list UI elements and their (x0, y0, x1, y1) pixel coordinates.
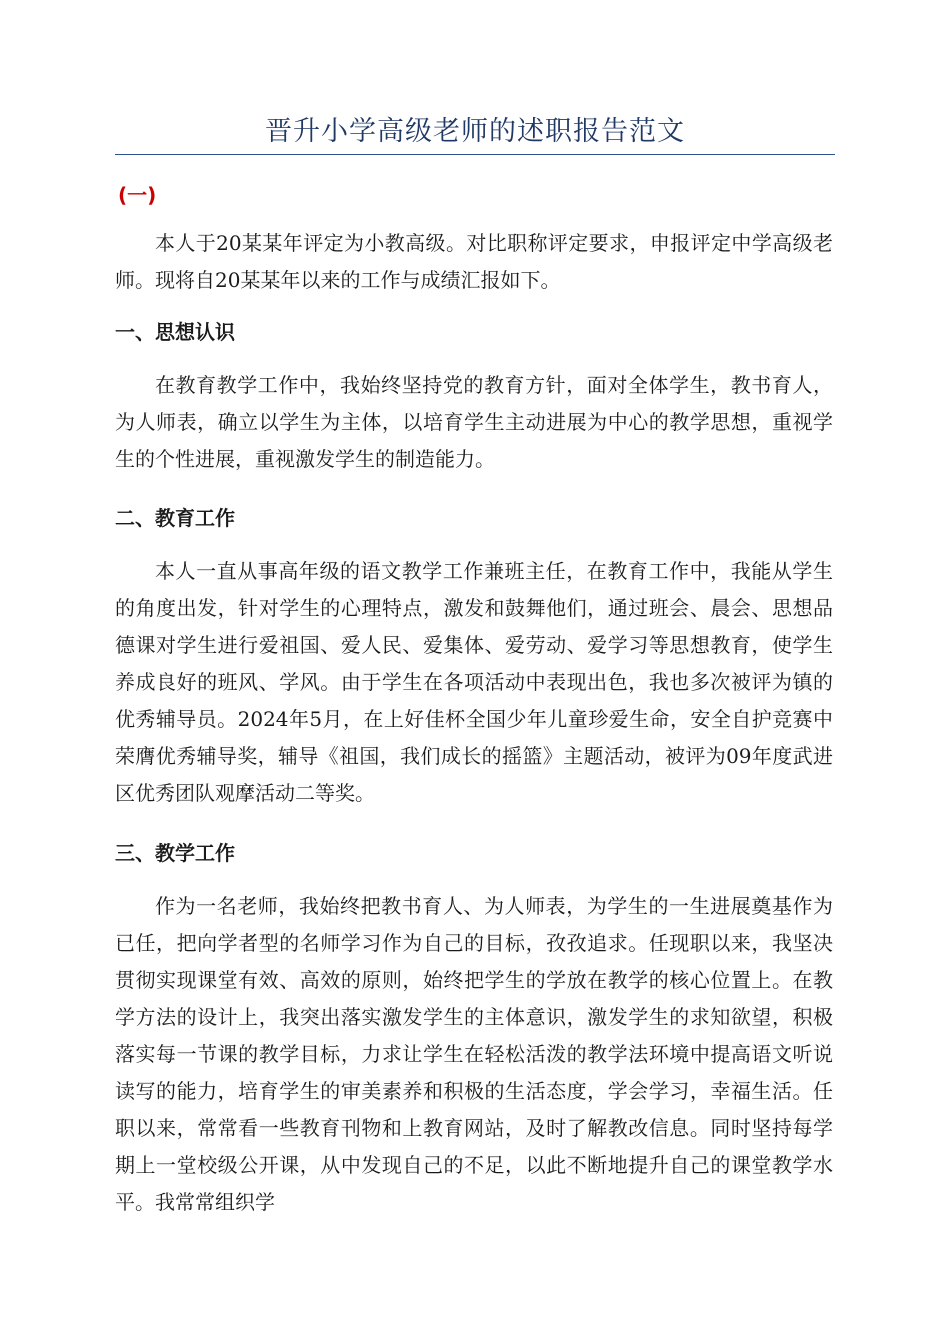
section-paragraph-teaching: 作为一名老师，我始终把教书育人、为人师表，为学生的一生进展奠基作为已任，把向学者型的名师学习作为自己的目标，孜孜追求。任现职以来，我坚决贯彻实现课堂有效、高效的原则，始终把学生的学放在教学的核心位置上。在教学方法的设计上，我突出落实激发学生的主体意识，激发学生的求知欲望，积极落实每一节课的教学目标，力求让学生在轻松活泼的教学法环境中提高语文听说读写的能力，培育学生的审美素养和积极的生活态度，学会学习，幸福生活。任职以来，常常看一些教育刊物和上教育网站，及时了解教改信息。同时坚持每学期上一堂校级公开课，从中发现自己的不足，以此不断地提升自己的课堂教学水平。我常常组织学 (115, 894, 833, 1214)
section-paragraph-thought: 在教育教学工作中，我始终坚持党的教育方针，面对全体学生，教书育人，为人师表，确立以学生为主体，以培育学生主动进展为中心的教学思想，重视学生的个性进展，重视激发学生的制造能力。 (115, 373, 833, 471)
section-heading-education: 二、教育工作 (115, 506, 235, 530)
section-heading-thought: 一、思想认识 (115, 320, 235, 344)
section-heading-teaching: 三、教学工作 (115, 841, 235, 865)
section-marker: (一) (118, 183, 157, 207)
document-title: 晋升小学高级老师的述职报告范文 (265, 116, 685, 147)
title-underline (115, 154, 835, 155)
intro-paragraph: 本人于20某某年评定为小教高级。对比职称评定要求，申报评定中学高级老师。现将自20某某年以来的工作与成绩汇报如下。 (115, 231, 833, 292)
section-paragraph-education: 本人一直从事高年级的语文教学工作兼班主任，在教育工作中，我能从学生的角度出发，针对学生的心理特点，激发和鼓舞他们，通过班会、晨会、思想品德课对学生进行爱祖国、爱人民、爱集体、爱劳动、爱学习等思想教育，使学生养成良好的班风、学风。由于学生在各项活动中表现出色，我也多次被评为镇的优秀辅导员。2024年5月，在上好佳杯全国少年儿童珍爱生命，安全自护竞赛中荣膺优秀辅导奖，辅导《祖国，我们成长的摇篮》主题活动，被评为09年度武进区优秀团队观摩活动二等奖。 (115, 559, 833, 805)
